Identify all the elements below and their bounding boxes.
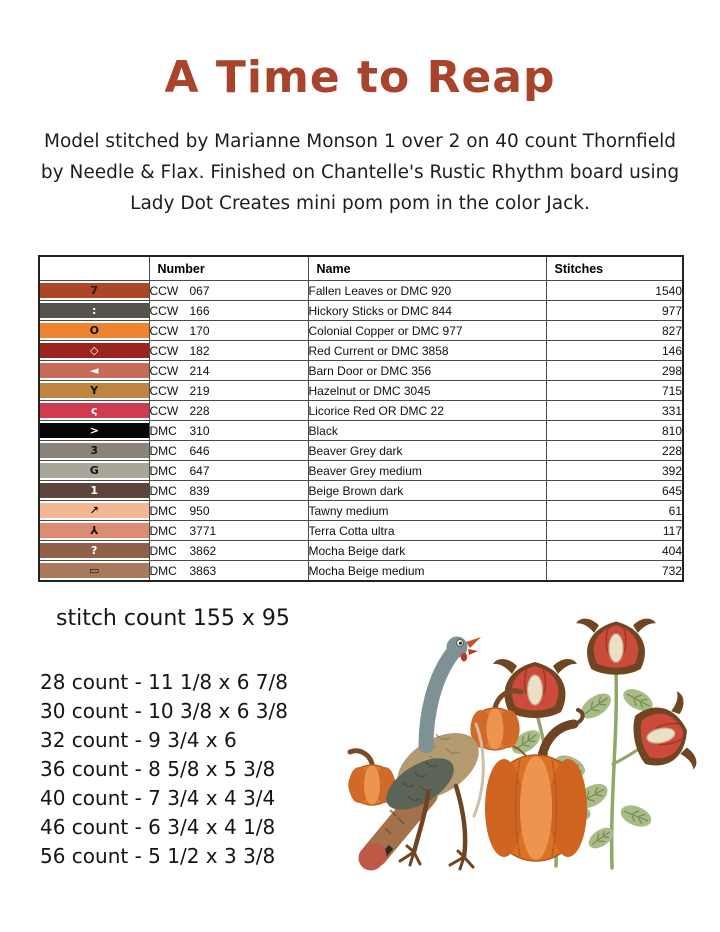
thread-name-cell: Licorice Red OR DMC 22: [308, 401, 546, 421]
stitch-symbol: ▭: [89, 564, 100, 577]
description-line-3: Lady Dot Creates mini pom pom in the color Jack.: [130, 193, 590, 214]
color-swatch: [40, 463, 149, 478]
table-row: [39, 541, 683, 561]
thread-brand: DMC: [149, 563, 177, 578]
stitch-count-cell: 146: [546, 341, 683, 361]
fabric-size-list: [40, 668, 288, 871]
thread-name-cell: Black: [308, 421, 546, 441]
thread-number-cell: [149, 501, 308, 521]
thread-number-cell: [149, 361, 308, 381]
header-number: Number: [149, 256, 308, 281]
thread-name-cell: Beaver Grey medium: [308, 461, 546, 481]
stitch-symbol: ?: [91, 544, 98, 557]
stitch-count-cell: 810: [546, 421, 683, 441]
thread-brand: CCW: [149, 383, 179, 398]
table-row: [39, 321, 683, 341]
thread-name-cell: Mocha Beige medium: [308, 561, 546, 582]
turkey-illustration: [371, 637, 490, 870]
table-row: [39, 521, 683, 541]
table-row: [39, 281, 683, 301]
thread-brand: CCW: [149, 363, 179, 378]
color-swatch: [40, 283, 149, 298]
stitch-count-cell: 827: [546, 321, 683, 341]
color-swatch: [40, 403, 149, 418]
size-line: 36 count - 8 5/8 x 5 3/8: [40, 757, 276, 781]
stitch-count-cell: 331: [546, 401, 683, 421]
thread-brand: CCW: [149, 303, 179, 318]
stitch-count-cell: 228: [546, 441, 683, 461]
size-line: 40 count - 7 3/4 x 4 3/4: [40, 786, 276, 810]
thread-name-cell: Beige Brown dark: [308, 481, 546, 501]
stitch-symbol: ◇: [90, 344, 99, 357]
thread-brand: DMC: [149, 463, 177, 478]
thread-code: 839: [189, 483, 210, 498]
stitch-symbol: 1: [90, 484, 99, 497]
thread-name-cell: Hazelnut or DMC 3045: [308, 381, 546, 401]
thread-number-cell: [149, 301, 308, 321]
thread-number-cell: [149, 441, 308, 461]
color-swatch-cell: [39, 281, 149, 301]
thread-brand: DMC: [149, 423, 177, 438]
size-line: 46 count - 6 3/4 x 4 1/8: [40, 815, 276, 839]
stitch-symbol: ◄: [90, 364, 99, 377]
color-swatch-cell: [39, 461, 149, 481]
thread-name-cell: Red Current or DMC 3858: [308, 341, 546, 361]
stitch-symbol: :: [92, 304, 97, 317]
size-line: 30 count - 10 3/8 x 6 3/8: [40, 699, 288, 723]
size-line: 28 count - 11 1/8 x 6 7/8: [40, 670, 288, 694]
color-swatch: [40, 503, 149, 518]
stitch-count-label: stitch count 155 x 95: [56, 606, 290, 631]
color-swatch-cell: [39, 341, 149, 361]
stitch-count-cell: 117: [546, 521, 683, 541]
color-swatch-cell: [39, 561, 149, 582]
thread-code: 182: [189, 343, 210, 358]
color-swatch: [40, 343, 149, 358]
thread-brand: DMC: [149, 443, 177, 458]
thread-code: 310: [189, 423, 210, 438]
table-row: [39, 441, 683, 461]
stitch-count-cell: 392: [546, 461, 683, 481]
stitch-symbol: ⅄: [90, 524, 99, 537]
thanksgiving-illustration: [330, 614, 720, 930]
thread-code: 219: [189, 383, 210, 398]
color-swatch-cell: [39, 521, 149, 541]
stitch-symbol: Y: [90, 384, 99, 397]
thread-brand: DMC: [149, 483, 177, 498]
color-swatch-cell: [39, 381, 149, 401]
color-swatch: [40, 443, 149, 458]
table-row: [39, 481, 683, 501]
table-row: [39, 501, 683, 521]
stitch-count-cell: 298: [546, 361, 683, 381]
thread-number-cell: [149, 401, 308, 421]
thread-code: 3863: [189, 563, 217, 578]
color-swatch: [40, 523, 149, 538]
description-line-2: by Needle & Flax. Finished on Chantelle's Rustic Rhythm board using: [40, 162, 680, 183]
size-line: 32 count - 9 3/4 x 6: [40, 728, 237, 752]
thread-code: 950: [189, 503, 210, 518]
folk-flower: [493, 659, 577, 718]
thread-brand: CCW: [149, 343, 179, 358]
color-swatch-cell: [39, 541, 149, 561]
thread-name-cell: Hickory Sticks or DMC 844: [308, 301, 546, 321]
color-swatch: [40, 303, 149, 318]
stitch-symbol: 3: [90, 444, 99, 457]
color-swatch-cell: [39, 421, 149, 441]
thread-color-key-table: [38, 255, 684, 582]
thread-brand: DMC: [149, 543, 177, 558]
color-swatch: [40, 483, 149, 498]
model-description: [18, 126, 702, 219]
thread-code: 214: [189, 363, 210, 378]
thread-name-cell: Colonial Copper or DMC 977: [308, 321, 546, 341]
thread-number-cell: [149, 561, 308, 582]
thread-number-cell: [149, 461, 308, 481]
thread-number-cell: [149, 421, 308, 441]
thread-number-cell: [149, 381, 308, 401]
color-swatch-cell: [39, 361, 149, 381]
color-swatch-cell: [39, 401, 149, 421]
table-row: [39, 401, 683, 421]
table-header-row: [39, 256, 683, 281]
stitch-symbol: ↗: [89, 504, 99, 517]
table-row: [39, 421, 683, 441]
color-swatch-cell: [39, 481, 149, 501]
thread-name-cell: Barn Door or DMC 356: [308, 361, 546, 381]
table-row: [39, 461, 683, 481]
stitch-symbol: O: [89, 324, 99, 337]
page-title: A Time to Reap: [164, 52, 556, 103]
color-swatch-cell: [39, 321, 149, 341]
table-row: [39, 361, 683, 381]
stitch-count-cell: 404: [546, 541, 683, 561]
thread-name-cell: Fallen Leaves or DMC 920: [308, 281, 546, 301]
thread-name-cell: Tawny medium: [308, 501, 546, 521]
thread-brand: DMC: [149, 503, 177, 518]
thread-code: 3771: [189, 523, 217, 538]
header-stitches: Stitches: [546, 256, 683, 281]
thread-number-cell: [149, 541, 308, 561]
thread-code: 067: [189, 283, 210, 298]
thread-code: 647: [189, 463, 210, 478]
color-swatch-cell: [39, 301, 149, 321]
color-swatch: [40, 543, 149, 558]
color-swatch-cell: [39, 441, 149, 461]
stitch-symbol: G: [89, 464, 99, 477]
color-swatch: [40, 363, 149, 378]
thread-code: 646: [189, 443, 210, 458]
header-name: Name: [308, 256, 546, 281]
stitch-count-cell: 977: [546, 301, 683, 321]
stitch-count-cell: 645: [546, 481, 683, 501]
thread-number-cell: [149, 341, 308, 361]
stitch-count-cell: 61: [546, 501, 683, 521]
table-row: [39, 341, 683, 361]
thread-name-cell: Beaver Grey dark: [308, 441, 546, 461]
color-swatch: [40, 563, 149, 578]
thread-code: 166: [189, 303, 210, 318]
thread-brand: CCW: [149, 323, 179, 338]
thread-code: 228: [189, 403, 210, 418]
folk-flower: [576, 619, 656, 675]
header-symbol: [39, 256, 149, 281]
stitch-count-cell: 1540: [546, 281, 683, 301]
stitch-count-cell: 715: [546, 381, 683, 401]
color-swatch-cell: [39, 501, 149, 521]
color-swatch: [40, 383, 149, 398]
stitch-count-cell: 732: [546, 561, 683, 582]
table-row: [39, 301, 683, 321]
thread-brand: DMC: [149, 523, 177, 538]
thread-number-cell: [149, 321, 308, 341]
thread-brand: CCW: [149, 403, 179, 418]
stitch-symbol: 7: [90, 284, 99, 297]
thread-number-cell: [149, 281, 308, 301]
thread-number-cell: [149, 481, 308, 501]
table-row: [39, 381, 683, 401]
color-swatch: [40, 423, 149, 438]
thread-number-cell: [149, 521, 308, 541]
thread-brand: CCW: [149, 283, 179, 298]
thread-code: 170: [189, 323, 210, 338]
size-line: 56 count - 5 1/2 x 3 3/8: [40, 844, 276, 868]
description-line-1: Model stitched by Marianne Monson 1 over 2 on 40 count Thornfield: [44, 131, 676, 152]
thread-name-cell: Mocha Beige dark: [308, 541, 546, 561]
color-swatch: [40, 323, 149, 338]
thread-name-cell: Terra Cotta ultra: [308, 521, 546, 541]
thread-code: 3862: [189, 543, 217, 558]
stitch-symbol: ς: [90, 404, 98, 417]
table-row: [39, 561, 683, 582]
stitch-symbol: >: [89, 424, 99, 437]
